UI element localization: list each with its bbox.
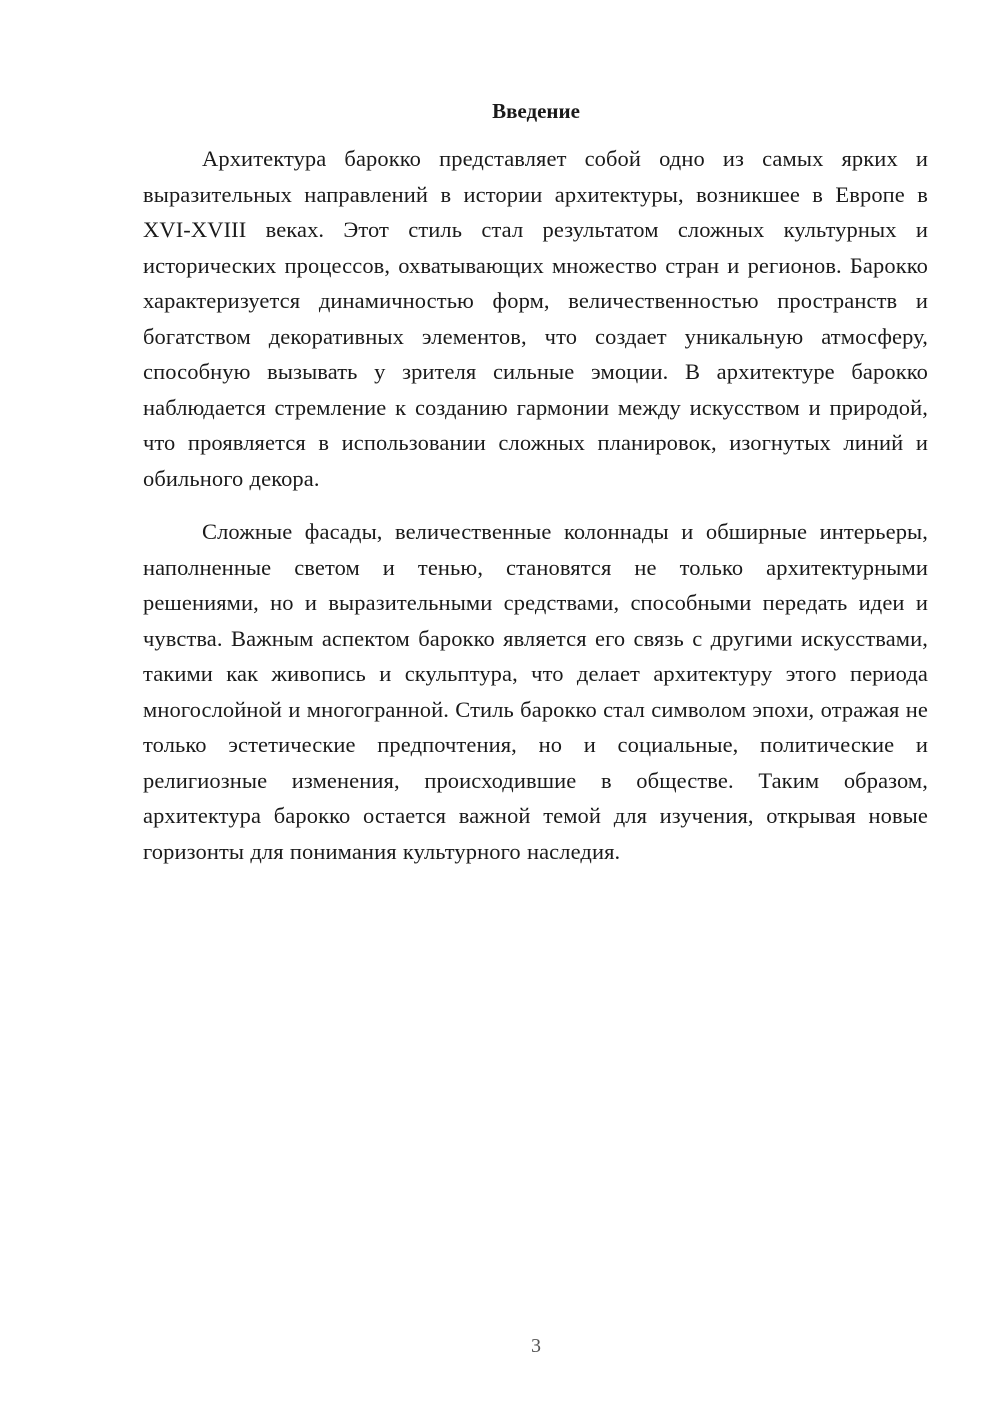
page-number: 3 xyxy=(531,1335,541,1357)
paragraph-second: Сложные фасады, величественные колоннады и обширные интерьеры, наполненные светом и тенью, становятся не только архитектурными решениями, но и выразительными средствами, способными передать идеи и чувства. Важным аспектом барокко является его связь с другими искусствами, такими как живопись и скульптура, что делает архитектуру этого периода многослойной и многогранной. Стиль барокко стал символом эпохи, отражая не только эстетические предпочтения, но и социальные, политические и религиозные изменения, происходившие в обществе. Таким образом, архитектура барокко остается важной темой для изучения, открывая новые горизонты для понимания культурного наследия. xyxy=(143,519,928,864)
section-heading: Введение xyxy=(492,99,580,123)
paragraph-intro: Архитектура барокко представляет собой одно из самых ярких и выразительных направлений в истории архитектуры, возникшее в Европе в XVI-XVIII веках. Этот стиль стал результатом сложных культурных и исторических процессов, охватывающих множество стран и регионов. Барокко характеризуется динамичностью форм, величественностью пространств и богатством декоративных элементов, что создает уникальную атмосферу, способную вызывать у зрителя сильные эмоции. В архитектуре барокко наблюдается стремление к созданию гармонии между искусством и природой, что проявляется в использовании сложных планировок, изогнутых линий и обильного декора. xyxy=(143,146,928,491)
